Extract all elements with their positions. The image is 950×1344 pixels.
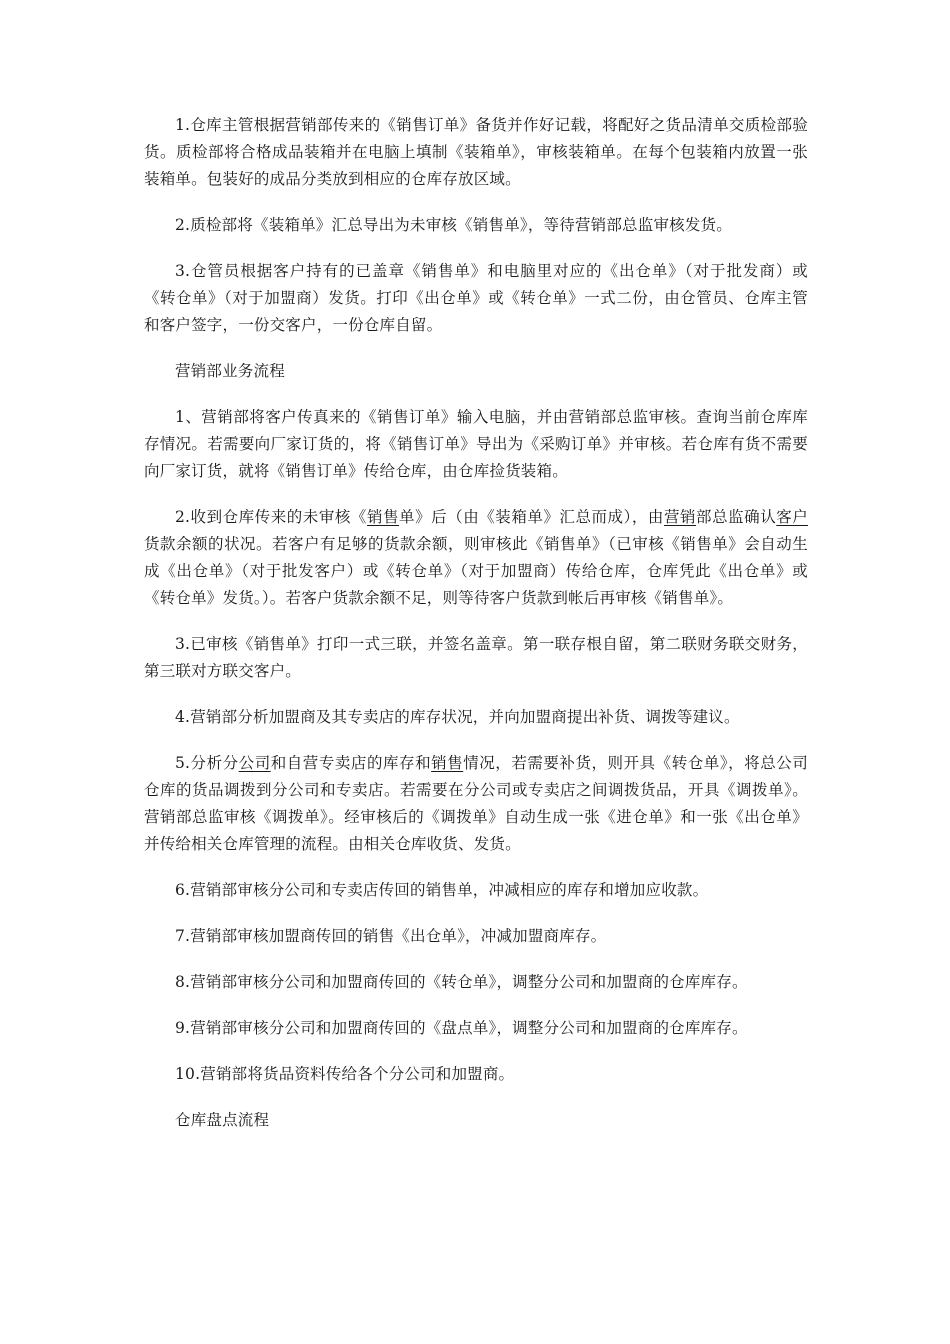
paragraph-sales-step-8: 8.营销部审核分公司和加盟商传回的《转仓单》，调整分公司和加盟商的仓库库存。 xyxy=(175,973,748,991)
paragraph-sales-step-9: 9.营销部审核分公司和加盟商传回的《盘点单》，调整分公司和加盟商的仓库库存。 xyxy=(175,1019,748,1037)
text-segment: 5.分析分 xyxy=(175,754,239,772)
section-heading-inventory-count: 仓库盘点流程 xyxy=(175,1111,270,1129)
text-segment: 部总监确认 xyxy=(696,508,777,526)
paragraph-sales-step-3: 3.已审核《销售单》打印一式三联，并签名盖章。第一联存根自留，第二联财务联交财务，第三联对方联交客户。 xyxy=(144,635,808,680)
underlined-term: 销售 xyxy=(366,508,400,526)
text-segment: 单》后（由《装箱单》汇总而成），由 xyxy=(399,508,664,526)
paragraph-warehouse-step-1: 1.仓库主管根据营销部传来的《销售订单》备货并作好记载，将配好之货品清单交质检部验货。质检部将合格成品装箱并在电脑上填制《装箱单》，审核装箱单。在每个包装箱内放置一张装箱单。包装好的成品分类放到相应的仓库存放区域。 xyxy=(144,116,808,188)
underlined-term: 客户 xyxy=(776,508,808,526)
underlined-term: 销售 xyxy=(431,754,464,772)
underlined-term: 公司 xyxy=(238,754,271,772)
text-segment: 2.收到仓库传来的未审核《 xyxy=(175,508,367,526)
text-segment: 货款余额的状况。若客户有足够的货款余额，则审核此《销售单》（已审核《销售单》会自动生成《出仓单》（对于批发客户）或《转仓单》（对于加盟商）传给仓库，仓库凭此《出仓单》或《转仓单》发货。）。若客户货款余额不足，则等待客户货款到帐后再审核《销售单》。 xyxy=(144,535,808,607)
paragraph-sales-step-6: 6.营销部审核分公司和专卖店传回的销售单，冲减相应的库存和增加应收款。 xyxy=(175,881,709,899)
text-segment: 和自营专卖店的库存和 xyxy=(270,754,432,772)
paragraph-sales-step-4: 4.营销部分析加盟商及其专卖店的库存状况，并向加盟商提出补货、调拨等建议。 xyxy=(175,708,740,726)
paragraph-sales-step-10: 10.营销部将货品资料传给各个分公司和加盟商。 xyxy=(175,1065,515,1083)
paragraph-sales-step-2 xyxy=(144,504,808,612)
paragraph-sales-step-1: 1、营销部将客户传真来的《销售订单》输入电脑，并由营销部总监审核。查询当前仓库库存情况。若需要向厂家订货的，将《销售订单》导出为《采购订单》并审核。若仓库有货不需要向厂家订货，就将《销售订单》传给仓库，由仓库捡货装箱。 xyxy=(144,408,808,480)
paragraph-sales-step-7: 7.营销部审核加盟商传回的销售《出仓单》，冲减加盟商库存。 xyxy=(175,927,607,945)
text-segment: 情况，若需要补货，则开具《转仓单》，将总公司仓库的货品调拨到分公司和专卖店。若需要在分公司或专卖店之间调拨货品，开具《调拨单》。营销部总监审核《调拨单》。经审核后的《调拨单》自动生成一张《进仓单》和一张《出仓单》并传给相关仓库管理的流程。由相关仓库收货、发货。 xyxy=(144,754,808,853)
underlined-term: 营销 xyxy=(663,508,697,526)
paragraph-sales-step-5 xyxy=(144,750,808,858)
section-heading-sales-process: 营销部业务流程 xyxy=(175,362,285,380)
document-page xyxy=(144,112,808,1153)
paragraph-warehouse-step-3: 3.仓管员根据客户持有的已盖章《销售单》和电脑里对应的《出仓单》（对于批发商）或《转仓单》（对于加盟商）发货。打印《出仓单》或《转仓单》一式二份，由仓管员、仓库主管和客户签字，一份交客户，一份仓库自留。 xyxy=(144,262,808,334)
paragraph-warehouse-step-2: 2.质检部将《装箱单》汇总导出为未审核《销售单》，等待营销部总监审核发货。 xyxy=(175,216,732,234)
